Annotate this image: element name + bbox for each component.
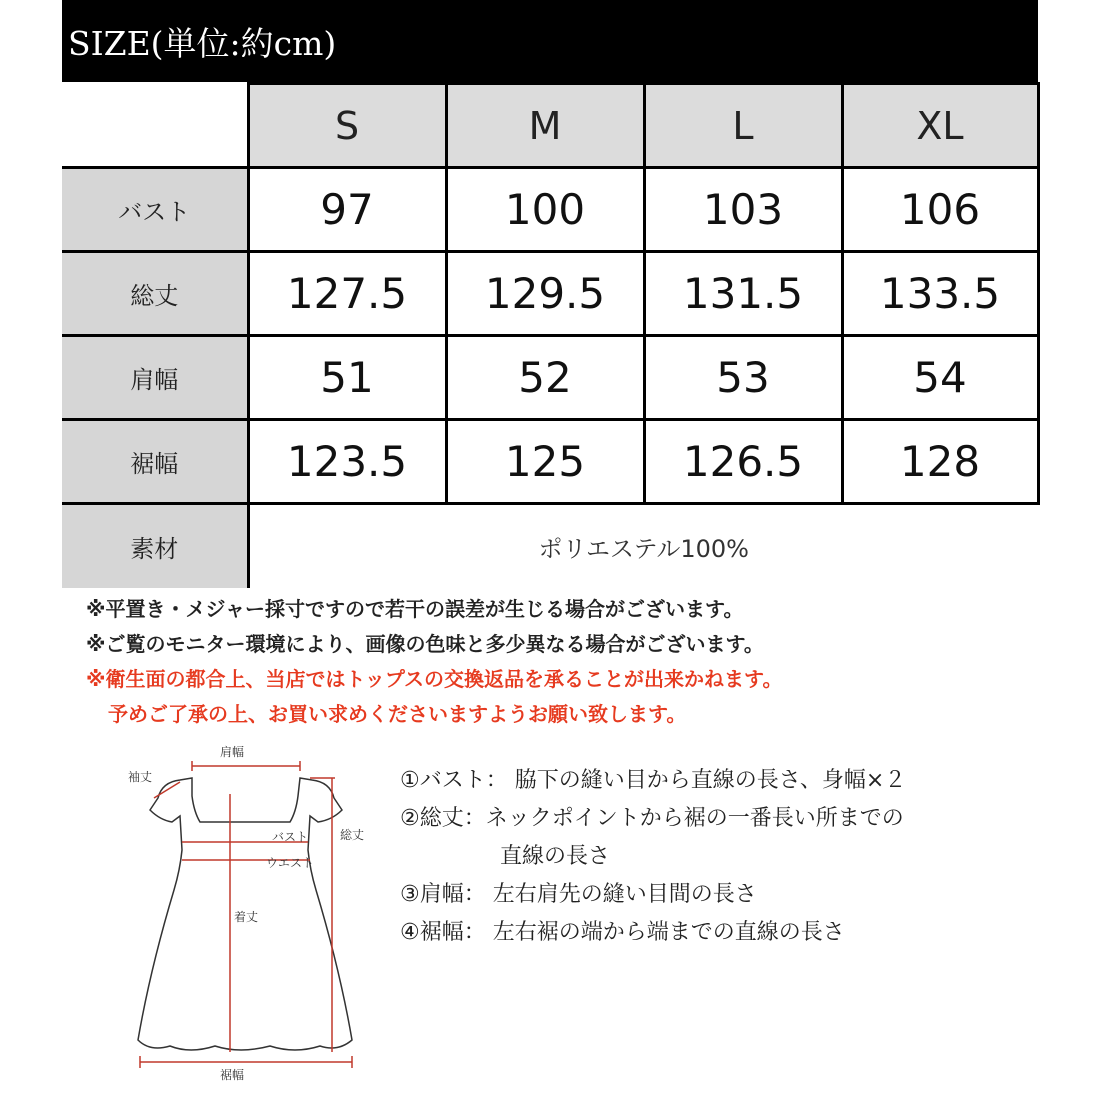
page-title: SIZE(単位:約cm) <box>68 24 337 63</box>
table-corner <box>62 84 248 168</box>
table-cell: 103 <box>644 168 842 252</box>
table-row-hem <box>62 420 1038 504</box>
table-cell: 100 <box>446 168 644 252</box>
row-label-shoulder: 肩幅 <box>62 336 248 420</box>
note-line: ※ご覧のモニター環境により、画像の色味と多少異なる場合がございます。 <box>86 632 764 656</box>
label-length: 着丈 <box>234 910 259 924</box>
table-cell: 125 <box>446 420 644 504</box>
table-cell: 52 <box>446 336 644 420</box>
table-row-total-length <box>62 252 1038 336</box>
row-label-material: 素材 <box>62 504 248 588</box>
table-cell: 106 <box>842 168 1038 252</box>
table-cell: 54 <box>842 336 1038 420</box>
table-cell: 133.5 <box>842 252 1038 336</box>
table-cell: 127.5 <box>248 252 446 336</box>
size-table <box>62 82 1040 588</box>
table-row-material <box>62 504 1038 588</box>
dress-diagram <box>120 740 380 1090</box>
material-value: ポリエステル100% <box>248 504 1038 588</box>
note-line: ※平置き・メジャー採寸ですので若干の誤差が生じる場合がございます。 <box>86 597 744 621</box>
title-bar <box>62 0 1038 82</box>
table-cell: 131.5 <box>644 252 842 336</box>
table-cell: 129.5 <box>446 252 644 336</box>
note-line-warning: 予めご了承の上、お買い求めくださいますようお願い致します。 <box>108 702 687 726</box>
table-cell: 51 <box>248 336 446 420</box>
label-sleeve: 袖丈 <box>128 770 153 784</box>
row-label-total-length: 総丈 <box>62 252 248 336</box>
measurement-definitions <box>400 762 906 952</box>
definition-line: ①バスト： 脇下の縫い目から直線の長さ、身幅×２ <box>400 768 907 793</box>
size-header-xl: XL <box>842 84 1038 168</box>
table-cell: 123.5 <box>248 420 446 504</box>
row-label-bust: バスト <box>62 168 248 252</box>
size-header-s: S <box>248 84 446 168</box>
definition-line: 直線の長さ <box>500 844 611 869</box>
definition-line: ②総丈：ネックポイントから裾の一番長い所までの <box>400 806 904 831</box>
label-bust: バスト <box>272 830 309 844</box>
table-cell: 97 <box>248 168 446 252</box>
definition-line: ③肩幅： 左右肩先の縫い目間の長さ <box>400 882 757 907</box>
size-header-l: L <box>644 84 842 168</box>
table-cell: 128 <box>842 420 1038 504</box>
label-shoulder: 肩幅 <box>220 745 245 759</box>
size-header-m: M <box>446 84 644 168</box>
label-total-length: 総丈 <box>340 828 365 842</box>
note-line-warning: ※衛生面の都合上、当店ではトップスの交換返品を承ることが出来かねます。 <box>86 667 783 691</box>
table-cell: 126.5 <box>644 420 842 504</box>
row-label-hem: 裾幅 <box>62 420 248 504</box>
size-header-row <box>62 84 1038 168</box>
notes <box>86 592 782 732</box>
label-waist: ウエスト <box>266 856 315 870</box>
table-cell: 53 <box>644 336 842 420</box>
label-hem: 裾幅 <box>220 1068 245 1082</box>
definition-line: ④裾幅： 左右裾の端から端までの直線の長さ <box>400 920 845 945</box>
table-row-shoulder <box>62 336 1038 420</box>
table-row-bust <box>62 168 1038 252</box>
